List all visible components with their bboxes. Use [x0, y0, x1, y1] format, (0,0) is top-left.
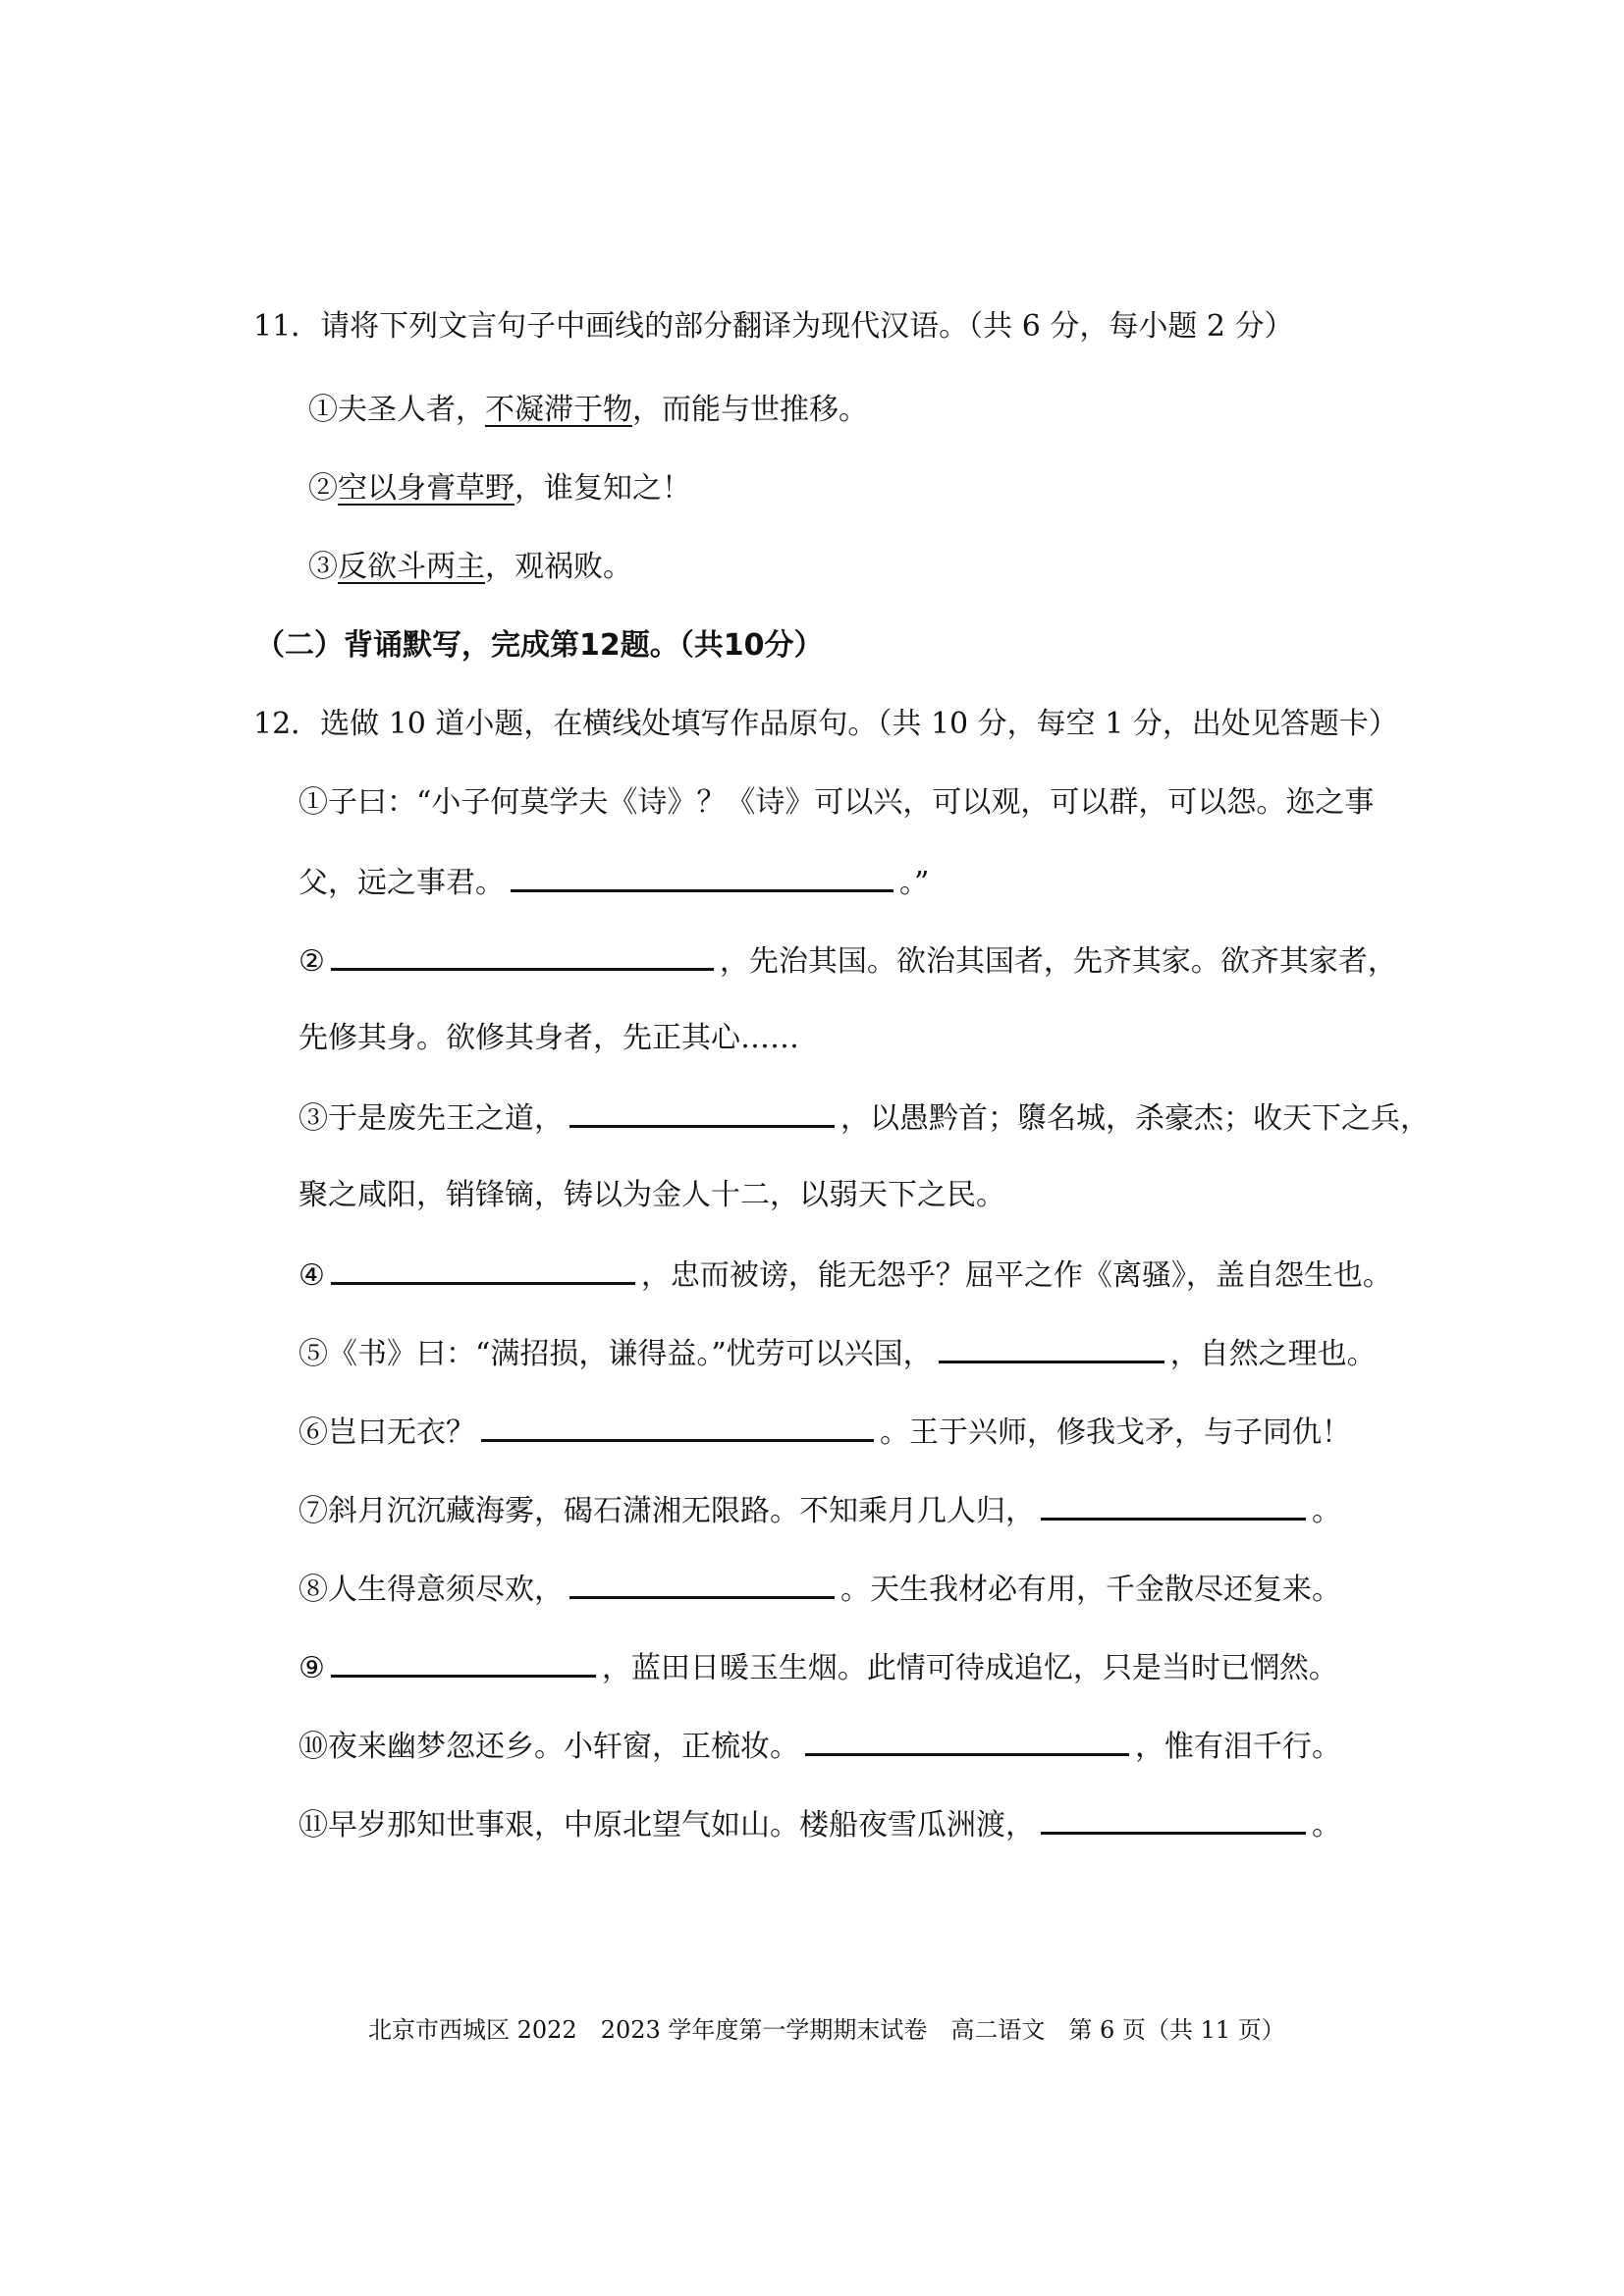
q12-item-3-line-1	[298, 1097, 1430, 1139]
q12-item-8	[298, 1569, 1341, 1610]
page-footer: 北京市西城区 2022 2023 学年度第一学期期末试卷 高二语文 第 6 页（共 11 页）	[368, 2016, 1285, 2044]
q12-item-2-pre: ②	[298, 944, 325, 979]
q12-item-10	[298, 1726, 1341, 1767]
q12-item-4-post: ，忠而被谤，能无怨乎？屈平之作《离骚》，盖自怨生也。	[640, 1258, 1392, 1293]
q12-item-1-pre: 父，远之事君。	[298, 866, 505, 900]
q11-item-1	[308, 391, 868, 430]
question-12-title: 12．选做 10 道小题，在横线处填写作品原句。（共 10 分，每空 1 分，出处见答题卡）	[253, 707, 1398, 741]
q12-item-8-post: 。天生我材必有用，千金散尽还复来。	[840, 1573, 1341, 1607]
q11-item-1-underlined: 不凝滞于物	[485, 393, 632, 427]
q12-item-2-line-1	[298, 940, 1397, 982]
q12-item-4-pre: ④	[298, 1258, 325, 1293]
q12-item-10-post: ，惟有泪千行。	[1135, 1730, 1341, 1764]
q12-item-6	[298, 1412, 1351, 1453]
answer-blank-5[interactable]	[939, 1333, 1164, 1363]
q11-item-1-pre: ①夫圣人者，	[308, 393, 485, 427]
q12-item-11-post: 。	[1312, 1808, 1341, 1842]
q12-item-6-pre: ⑥岂曰无衣？	[298, 1415, 475, 1450]
q12-item-6-post: 。王于兴师，修我戈矛，与子同仇！	[880, 1415, 1351, 1450]
answer-blank-3[interactable]	[569, 1097, 835, 1128]
answer-blank-8[interactable]	[569, 1569, 835, 1599]
q12-item-9-pre: ⑨	[298, 1651, 325, 1685]
q11-item-3-post: ，观祸败。	[485, 550, 632, 584]
q12-item-2-post: ，先治其国。欲治其国者，先齐其家。欲齐其家者，	[719, 944, 1397, 979]
q11-item-3-underlined: 反欲斗两主	[338, 550, 485, 584]
q12-item-5	[298, 1333, 1377, 1374]
q12-item-9	[298, 1647, 1338, 1688]
q11-item-2-underlined: 空以身膏草野	[338, 471, 514, 506]
q12-item-1-post: 。”	[899, 866, 930, 900]
q11-item-2-post: ，谁复知之！	[514, 471, 691, 506]
answer-blank-4[interactable]	[331, 1255, 635, 1285]
q12-item-11-pre: ⑪早岁那知世事艰，中原北望气如山。楼船夜雪瓜洲渡，	[298, 1808, 1035, 1842]
answer-blank-2[interactable]	[331, 940, 714, 971]
answer-blank-7[interactable]	[1041, 1490, 1306, 1521]
q11-item-1-post: ，而能与世推移。	[632, 393, 868, 427]
q11-item-2-pre: ②	[308, 471, 338, 506]
q11-item-3-pre: ③	[308, 550, 338, 584]
q12-item-11	[298, 1804, 1341, 1845]
q12-item-3-post: ，以愚黔首；隳名城，杀豪杰；收天下之兵，	[840, 1101, 1430, 1136]
q12-item-7-post: 。	[1312, 1494, 1341, 1528]
answer-blank-1[interactable]	[511, 862, 893, 892]
section-2-heading: （二）背诵默写，完成第12题。（共10分）	[255, 628, 824, 663]
q11-item-2	[308, 469, 691, 508]
q12-item-10-pre: ⑩夜来幽梦忽还乡。小轩窗，正梳妆。	[298, 1730, 799, 1764]
answer-blank-10[interactable]	[805, 1726, 1129, 1756]
q12-item-4	[298, 1255, 1392, 1296]
answer-blank-9[interactable]	[331, 1647, 596, 1678]
q12-item-5-post: ，自然之理也。	[1169, 1337, 1377, 1371]
q12-item-8-pre: ⑧人生得意须尽欢，	[298, 1573, 564, 1607]
q12-item-1-line-2	[298, 862, 929, 903]
answer-blank-11[interactable]	[1041, 1804, 1306, 1835]
q12-item-7-pre: ⑦斜月沉沉藏海雾，碣石潇湘无限路。不知乘月几人归，	[298, 1494, 1035, 1528]
q12-item-3-pre: ③于是废先王之道，	[298, 1101, 564, 1136]
q12-item-7	[298, 1490, 1341, 1531]
answer-blank-6[interactable]	[481, 1412, 874, 1442]
question-11-title: 11．请将下列文言句子中画线的部分翻译为现代汉语。（共 6 分，每小题 2 分）	[253, 309, 1294, 344]
q12-item-3-line-2: 聚之咸阳，销锋镝，铸以为金人十二，以弱天下之民。	[298, 1178, 1005, 1212]
q12-item-2-line-2: 先修其身。欲修其身者，先正其心……	[298, 1021, 799, 1055]
q11-item-3	[308, 548, 632, 587]
q12-item-5-pre: ⑤《书》曰：“满招损，谦得益。”忧劳可以兴国，	[298, 1337, 933, 1371]
q12-item-9-post: ，蓝田日暖玉生烟。此情可待成追忆，只是当时已惘然。	[601, 1651, 1338, 1685]
q12-item-1-line-1: ①子曰：“小子何莫学夫《诗》？《诗》可以兴，可以观，可以群，可以怨。迩之事	[298, 785, 1375, 820]
